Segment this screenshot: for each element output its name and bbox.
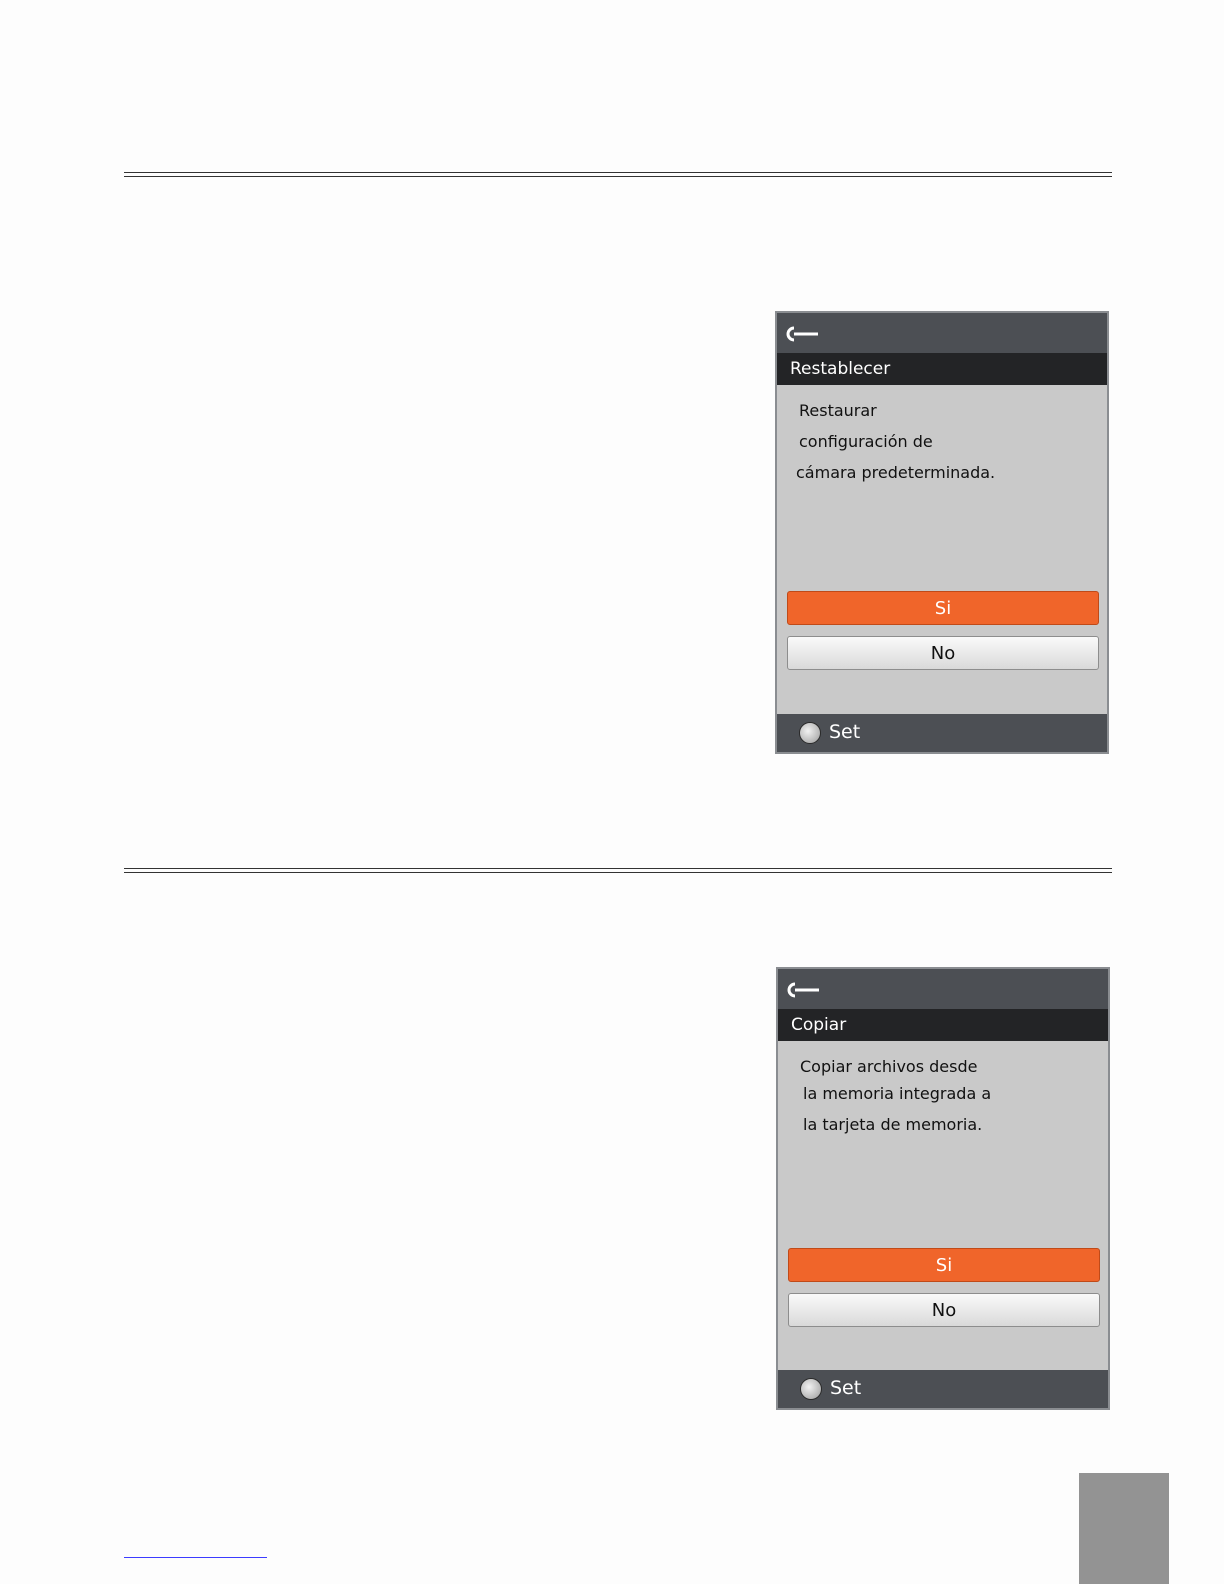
camera-screen-reset <box>775 311 1109 754</box>
page-number-tab <box>1079 1473 1169 1584</box>
message-line: la memoria integrada a <box>803 1084 992 1103</box>
wrench-icon <box>786 981 822 1003</box>
ok-button-icon <box>800 1378 822 1400</box>
screen-bottom-bar <box>777 714 1107 752</box>
message-line: la tarjeta de memoria. <box>803 1115 983 1134</box>
screen-title: Restablecer <box>777 353 1107 385</box>
section-divider-top <box>124 172 1112 177</box>
message-line: Copiar archivos desde <box>800 1057 978 1076</box>
footer-link-underline[interactable] <box>124 1557 267 1558</box>
section-divider-middle <box>124 868 1112 873</box>
message-line: Restaurar <box>799 401 877 420</box>
set-hint-label: Set <box>830 1377 862 1399</box>
ok-button-icon <box>799 722 821 744</box>
yes-button[interactable]: Si <box>788 1248 1100 1282</box>
no-button[interactable]: No <box>787 636 1099 670</box>
camera-screen-copy <box>776 967 1110 1410</box>
screen-top-bar <box>778 969 1108 1009</box>
screen-top-bar <box>777 313 1107 353</box>
message-line: configuración de <box>799 432 933 451</box>
screen-bottom-bar <box>778 1370 1108 1408</box>
set-hint-label: Set <box>829 721 861 743</box>
screen-title: Copiar <box>778 1009 1108 1041</box>
wrench-icon <box>785 325 821 347</box>
message-line: cámara predeterminada. <box>796 463 996 482</box>
no-button[interactable]: No <box>788 1293 1100 1327</box>
yes-button[interactable]: Si <box>787 591 1099 625</box>
